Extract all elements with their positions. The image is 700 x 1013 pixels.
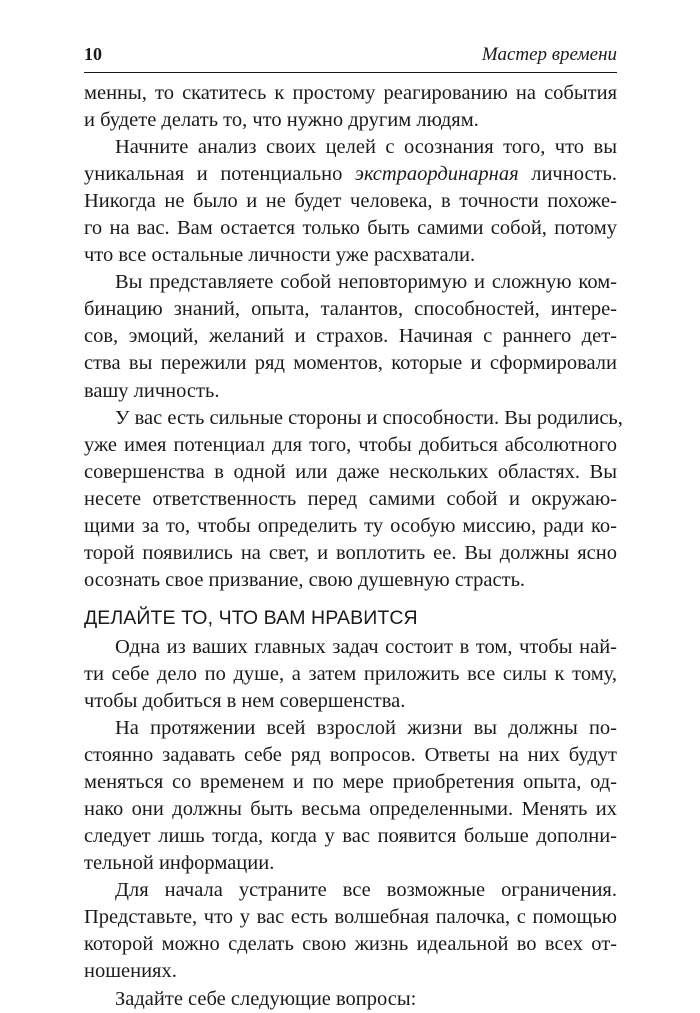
text-line: чтобы добиться в нем совершенства. [84, 689, 406, 712]
paragraphs-after-heading [84, 634, 617, 1013]
text-line: ношениях. [84, 960, 177, 983]
paragraphs-before-heading [84, 80, 623, 594]
paragraph [84, 715, 617, 877]
paragraph [84, 405, 623, 594]
text-line: тельной информации. [84, 852, 275, 875]
text-line: Для начала устраните все возможные ограничения. [115, 879, 617, 902]
text-line: менны, то скатитесь к простому реагированию на события [84, 82, 617, 104]
text-line: Вы представляете собой неповторимую и сложную ком- [115, 271, 617, 294]
section-heading: ДЕЛАЙТЕ ТО, ЧТО ВАМ НРАВИТСЯ [84, 606, 418, 629]
text-line: го на вас. Вам остается только быть самими собой, потому [84, 217, 617, 240]
text-line: На протяжении всей взрослой жизни вы должны по- [115, 717, 617, 740]
body-text [84, 80, 623, 1013]
text-line: Задайте себе следующие вопросы: [115, 987, 417, 1010]
paragraph [84, 634, 617, 715]
book-title: Мастер времени [481, 44, 617, 65]
text-line: ства вы пережили ряд моментов, которые и сформировали [84, 352, 617, 375]
running-head [84, 44, 617, 73]
paragraph [84, 134, 617, 269]
text-line: осознать свое призвание, свою душевную страсть. [84, 568, 526, 591]
page-number: 10 [84, 44, 102, 64]
text-line: Представьте, что у вас есть волшебная палочка, с помощью [84, 906, 617, 929]
text-line: меняться со временем и по мере приобретения опыта, од- [84, 771, 617, 794]
text-line: ти себе дело по душе, а затем приложить все силы к тому, [84, 662, 617, 685]
text-line: и будете делать то, что нужно другим людям. [84, 109, 479, 132]
text-line: У вас есть сильные стороны и способности. Вы родились, [115, 406, 623, 429]
paragraph [84, 877, 617, 985]
text-line: Никогда не было и не будет человека, в точности похоже- [84, 190, 617, 213]
text-line: что все остальные личности уже расхватали. [84, 244, 476, 267]
text-line: которой можно сделать свою жизнь идеальной во всех от- [84, 933, 617, 956]
text-line: бинацию знаний, опыта, талантов, способностей, интере- [84, 298, 617, 321]
text-line: вашу личность. [84, 379, 220, 402]
paragraph [84, 269, 617, 404]
text-line: Начните анализ своих целей с осознания того, что вы [115, 136, 617, 159]
text-line: следует лишь тогда, когда у вас появится больше дополни- [84, 825, 617, 848]
text-line: совершенства в одной или даже нескольких областях. Вы [84, 460, 617, 483]
text-line: уникальная и потенциально экстраординарная личность. [84, 163, 617, 186]
text-line: сов, эмоций, желаний и страхов. Начиная с раннего дет- [84, 325, 617, 348]
emphasis: экстраординарная [354, 163, 519, 186]
paragraph [84, 986, 617, 1013]
book-page [84, 44, 623, 1013]
text-line: стоянно задавать себе ряд вопросов. Ответы на них будут [84, 744, 617, 767]
text-line: несете ответственность перед самими собой и окружаю- [84, 487, 617, 510]
paragraph [84, 80, 617, 134]
text-line: уже имея потенциал для того, чтобы добиться абсолютного [84, 433, 617, 456]
text-line: торой появились на свет, и воплотить ее. Вы должны ясно [84, 541, 617, 564]
text-line: щими за то, чтобы определить ту особую миссию, ради ко- [84, 514, 617, 537]
text-line: Одна из ваших главных задач состоит в том, чтобы най- [115, 635, 617, 658]
text-line: нако они должны быть весьма определенными. Менять их [84, 798, 617, 821]
